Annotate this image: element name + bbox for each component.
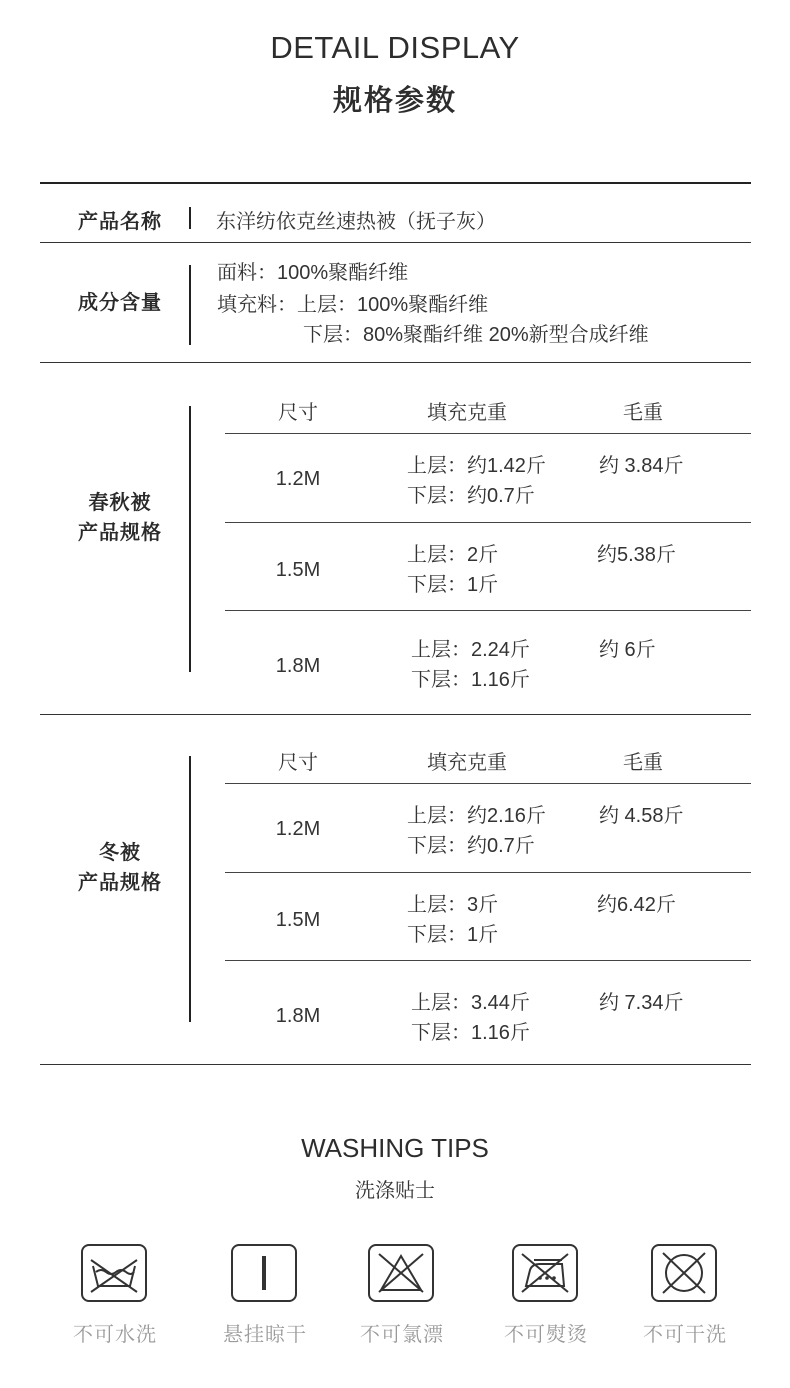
col-header-size: 尺寸 [278,752,318,774]
spec-upper: 上层：约1.42斤 [407,455,546,477]
winter-label-line2: 产品规格 [78,872,162,894]
sub-row-divider [225,433,751,434]
divider [189,756,191,1022]
no-iron-label: 不可熨烫 [504,1324,588,1346]
col-header-fill-weight: 填充克重 [427,752,507,774]
composition-filling-upper: 填充料：上层：100%聚酯纤维 [217,294,489,316]
row-divider [40,242,751,243]
washing-title-en: WASHING TIPS [301,1133,489,1163]
spec-gross: 约 7.34斤 [599,992,684,1014]
sub-row-divider [225,522,751,523]
no-bleach-icon [368,1244,434,1302]
row-divider [40,362,751,363]
col-header-gross-weight: 毛重 [623,402,663,424]
composition-fabric: 面料：100%聚酯纤维 [217,262,409,284]
sub-row-divider [225,783,751,784]
washing-title-cn: 洗涤贴士 [355,1180,435,1202]
sub-row-divider [225,960,751,961]
hang-dry-label: 悬挂晾干 [223,1324,307,1346]
composition-filling-lower: 下层：80%聚酯纤维 20%新型合成纤维 [303,324,649,346]
composition-label: 成分含量 [78,292,162,314]
spec-gross: 约 6斤 [599,639,656,661]
spec-size: 1.5M [275,909,321,931]
spec-lower: 下层：约0.7斤 [407,485,535,507]
spec-gross: 约6.42斤 [597,894,676,916]
spec-lower: 下层：约0.7斤 [407,835,535,857]
divider [189,406,191,672]
spring-autumn-label [60,488,180,548]
page-title-cn: 规格参数 [332,85,457,117]
winter-label [60,838,180,898]
spec-lower: 下层：1斤 [407,574,499,596]
spec-size: 1.8M [275,1005,321,1027]
spec-gross: 约 4.58斤 [599,805,684,827]
spec-size: 1.2M [275,468,321,490]
page-title-en: DETAIL DISPLAY [270,30,520,65]
winter-label-line1: 冬被 [99,842,141,864]
row-divider [40,714,751,715]
table-top-border [40,182,751,184]
spec-size: 1.5M [275,559,321,581]
col-header-size: 尺寸 [278,402,318,424]
col-header-fill-weight: 填充克重 [427,402,507,424]
spec-upper: 上层：2.24斤 [411,639,530,661]
sub-row-divider [225,610,751,611]
col-header-gross-weight: 毛重 [623,752,663,774]
no-wash-label: 不可水洗 [73,1324,157,1346]
no-dry-clean-label: 不可干洗 [643,1324,727,1346]
hang-dry-icon [231,1244,297,1302]
spec-lower: 下层：1.16斤 [411,669,530,691]
divider [189,265,191,345]
spring-autumn-label-line1: 春秋被 [88,492,152,514]
no-wash-icon [81,1244,147,1302]
spec-upper: 上层：约2.16斤 [407,805,546,827]
table-bottom-border [40,1064,751,1065]
spec-upper: 上层：2斤 [407,544,499,566]
no-iron-icon [512,1244,578,1302]
spec-upper: 上层：3斤 [407,894,499,916]
product-name-label: 产品名称 [78,211,162,233]
spec-size: 1.8M [275,655,321,677]
no-bleach-label: 不可氯漂 [360,1324,444,1346]
spec-lower: 下层：1斤 [407,924,499,946]
spec-upper: 上层：3.44斤 [411,992,530,1014]
spec-gross: 约5.38斤 [597,544,676,566]
spec-gross: 约 3.84斤 [599,455,684,477]
product-name-value: 东洋纺依克丝速热被（抚子灰） [216,211,496,233]
spec-lower: 下层：1.16斤 [411,1022,530,1044]
sub-row-divider [225,872,751,873]
spec-size: 1.2M [275,818,321,840]
spring-autumn-label-line2: 产品规格 [78,522,162,544]
divider [189,207,191,229]
no-dry-clean-icon [651,1244,717,1302]
